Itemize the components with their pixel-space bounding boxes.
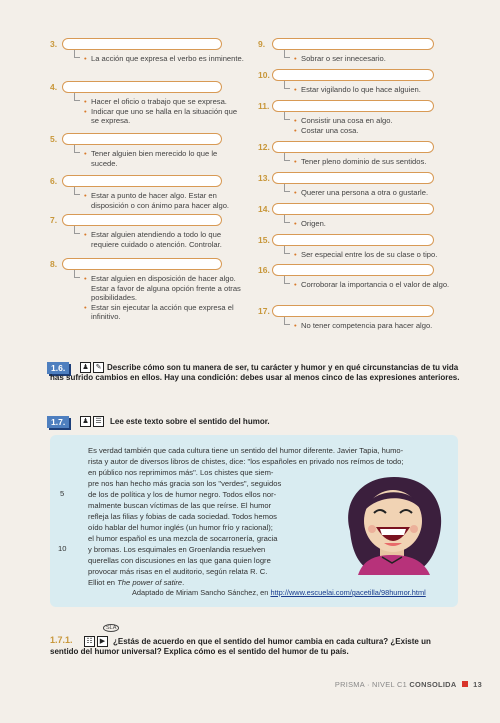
connector-line bbox=[284, 246, 290, 254]
item-number: 8. bbox=[50, 259, 58, 269]
exercise-number: 1.7.1. bbox=[50, 635, 73, 645]
definition-list bbox=[294, 54, 462, 64]
book-title: PRISMA · NIVEL C1 bbox=[334, 680, 408, 689]
reading-line: de los de política y los de humor negro. Todos ellos nor- bbox=[88, 490, 277, 499]
definition: • Tener pleno dominio de sus sentidos. bbox=[294, 157, 462, 167]
answer-field[interactable] bbox=[62, 175, 222, 187]
connector-line bbox=[74, 145, 80, 153]
item-number: 12. bbox=[258, 142, 270, 152]
answer-field[interactable] bbox=[272, 141, 434, 153]
answer-field[interactable] bbox=[62, 81, 222, 93]
speaking-icon: ▶ bbox=[97, 636, 108, 647]
reading-line: y bromas. Los esquimales en Groenlandia resuelven bbox=[88, 545, 266, 554]
group-work-icon: ☷ bbox=[84, 636, 95, 647]
connector-line bbox=[74, 226, 80, 234]
definition-list bbox=[84, 54, 244, 64]
individual-work-icon: ♟ bbox=[80, 416, 91, 427]
definition-list bbox=[84, 191, 244, 210]
definition: • No tener competencia para hacer algo. bbox=[294, 321, 462, 331]
connector-line bbox=[284, 184, 290, 192]
page-number: 13 bbox=[473, 680, 482, 689]
instruction: Describe cómo son tu manera de ser, tu carácter y humor y en qué circunstancias de tu vida has sufrido cambios en ellos. Hay una condición: debes usar al menos cinco de las expresiones anteriores. bbox=[50, 363, 460, 382]
connector-line bbox=[284, 153, 290, 161]
reading-line: refleja las filias y fobias de cada sociedad. Todos hemos bbox=[88, 512, 277, 521]
sla-badge: SLA bbox=[103, 624, 119, 632]
connector-line bbox=[284, 112, 290, 120]
answer-field[interactable] bbox=[272, 264, 434, 276]
item-number: 4. bbox=[50, 82, 58, 92]
item-number: 13. bbox=[258, 173, 270, 183]
reading-line: oído hablar del humor inglés (un humor frío y racional); bbox=[88, 523, 273, 532]
source-credit bbox=[132, 588, 426, 597]
reading-icon: ☰ bbox=[93, 416, 104, 427]
line-number: 10 bbox=[58, 544, 67, 553]
answer-field[interactable] bbox=[62, 133, 222, 145]
definition: • Hacer el oficio o trabajo que se expresa. bbox=[84, 97, 244, 107]
definition: • Indicar que uno se halla en la situación que se expresa. bbox=[84, 107, 244, 126]
red-square-icon bbox=[462, 681, 468, 687]
reading-line: Elliot en The power of satire. bbox=[88, 578, 185, 587]
item-number: 9. bbox=[258, 39, 266, 49]
answer-field[interactable] bbox=[272, 38, 434, 50]
definition: • Tener alguien bien merecido lo que le sucede. bbox=[84, 149, 244, 168]
pencil-icon: ✎ bbox=[93, 362, 104, 373]
definition: • Consistir una cosa en algo. bbox=[294, 116, 462, 126]
definition-list bbox=[294, 157, 462, 167]
item-number: 10. bbox=[258, 70, 270, 80]
definition-list bbox=[84, 149, 244, 168]
definition-list bbox=[84, 274, 244, 322]
connector-line bbox=[284, 276, 290, 284]
definition: • Origen. bbox=[294, 219, 462, 229]
definition-list bbox=[294, 188, 462, 198]
definition: • Ser especial entre los de su clase o tipo. bbox=[294, 250, 462, 260]
definition: • Sobrar o ser innecesario. bbox=[294, 54, 462, 64]
definition-list bbox=[294, 116, 462, 135]
definition: • Costar una cosa. bbox=[294, 126, 462, 136]
line-number: 5 bbox=[60, 489, 65, 498]
answer-field[interactable] bbox=[272, 100, 434, 112]
item-number: 3. bbox=[50, 39, 58, 49]
definition: • Estar sin ejecutar la acción que expresa el infinitivo. bbox=[84, 303, 244, 322]
definition: • Corroborar la importancia o el valor de algo. bbox=[294, 280, 462, 290]
item-number: 15. bbox=[258, 235, 270, 245]
reading-line: pre nos han hecho más gracia son los "verdes", seguidos bbox=[88, 479, 282, 488]
definition-list bbox=[84, 97, 244, 126]
connector-line bbox=[74, 270, 80, 278]
answer-field[interactable] bbox=[272, 234, 434, 246]
definition-list bbox=[294, 219, 462, 229]
reading-line: malmente buscan víctimas de las que reírse. El humor bbox=[88, 501, 272, 510]
answer-field[interactable] bbox=[62, 38, 222, 50]
item-number: 16. bbox=[258, 265, 270, 275]
connector-line bbox=[284, 215, 290, 223]
definition: • Estar alguien atendiendo a todo lo que requiere cuidado o atención. Controlar. bbox=[84, 230, 244, 249]
reading-line: Es verdad también que cada cultura tiene un sentido del humor diferente. Javier Tapia, humo- bbox=[88, 446, 404, 455]
laughing-woman-illustration bbox=[336, 473, 454, 575]
connector-line bbox=[74, 50, 80, 58]
instruction: ¿Estás de acuerdo en que el sentido del humor cambia en cada cultura? ¿Existe un sentido del humor universal? Explica cómo es el sentido del humor de tu país. bbox=[50, 637, 431, 656]
answer-field[interactable] bbox=[62, 214, 222, 226]
exercise-tag: 1.7. bbox=[47, 416, 69, 428]
item-number: 6. bbox=[50, 176, 58, 186]
definition-list bbox=[294, 85, 462, 95]
answer-field[interactable] bbox=[272, 305, 434, 317]
source-link[interactable]: http://www.escuelai.com/gacetilla/98humor.html bbox=[270, 588, 426, 597]
individual-work-icon: ♟ bbox=[80, 362, 91, 373]
page-footer bbox=[335, 680, 482, 689]
answer-field[interactable] bbox=[272, 203, 434, 215]
answer-field[interactable] bbox=[272, 69, 434, 81]
instruction: Lee este texto sobre el sentido del humor. bbox=[110, 417, 270, 426]
definition: • Estar alguien en disposición de hacer algo. Estar a favor de alguna opción frente a otras posibilidades. bbox=[84, 274, 244, 303]
definition: • Estar vigilando lo que hace alguien. bbox=[294, 85, 462, 95]
connector-line bbox=[284, 317, 290, 325]
item-number: 17. bbox=[258, 306, 270, 316]
answer-field[interactable] bbox=[272, 172, 434, 184]
reading-line: el humor español es una mezcla de socarronería, gracia bbox=[88, 534, 278, 543]
definition: • La acción que expresa el verbo es inminente. bbox=[84, 54, 244, 64]
series-name: CONSOLIDA bbox=[409, 680, 457, 689]
answer-field[interactable] bbox=[62, 258, 222, 270]
reading-line: en público nos reprimimos más". Los chistes que siem- bbox=[88, 468, 274, 477]
item-number: 5. bbox=[50, 134, 58, 144]
definition-list bbox=[294, 250, 462, 260]
reading-line: provocar más risas en el auditorio, según relata R. C. bbox=[88, 567, 268, 576]
definition-list bbox=[294, 321, 462, 331]
connector-line bbox=[74, 187, 80, 195]
connector-line bbox=[284, 81, 290, 89]
definition-list bbox=[294, 280, 462, 290]
reading-line: rista y autor de diversos libros de chistes, dice: "los españoles en privado nos reímos de todo; bbox=[88, 457, 404, 466]
reading-line: querellas con discusiones en las que gana quien logre bbox=[88, 556, 271, 565]
item-number: 7. bbox=[50, 215, 58, 225]
book-reference: The power of satire bbox=[117, 578, 183, 587]
connector-line bbox=[284, 50, 290, 58]
item-number: 14. bbox=[258, 204, 270, 214]
definition: • Querer una persona a otra o gustarle. bbox=[294, 188, 462, 198]
exercise-tag: 1.6. bbox=[47, 362, 69, 374]
connector-line bbox=[74, 93, 80, 101]
credit-text: Adaptado de Miriam Sancho Sánchez, en bbox=[132, 588, 269, 597]
item-number: 11. bbox=[258, 101, 270, 111]
definition-list bbox=[84, 230, 244, 249]
definition: • Estar a punto de hacer algo. Estar en disposición o con ánimo para hacer algo. bbox=[84, 191, 244, 210]
